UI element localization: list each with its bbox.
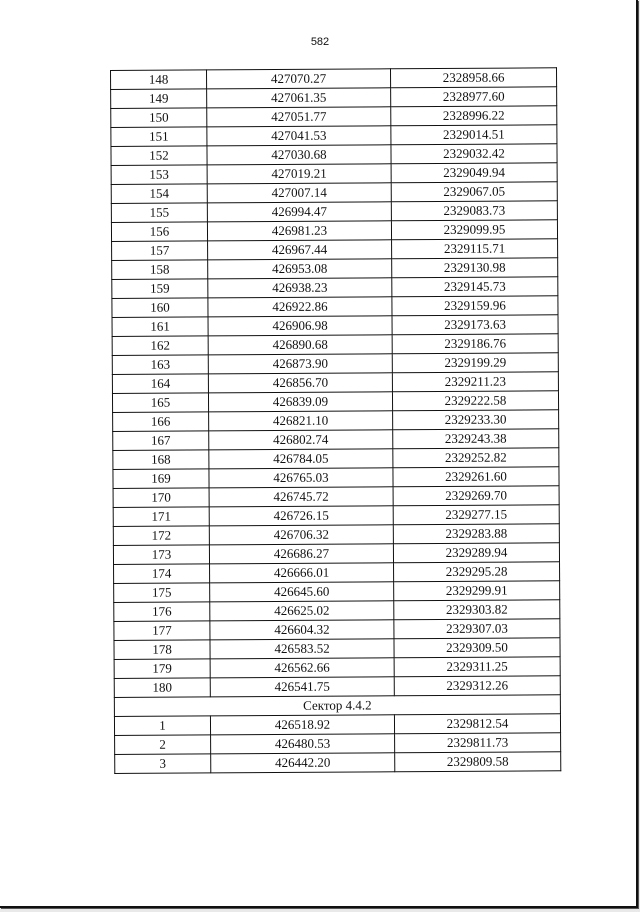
y-coordinate-cell: 2329312.26 <box>394 676 560 696</box>
y-coordinate-cell: 2329811.73 <box>395 733 561 753</box>
table-row <box>111 220 557 242</box>
table-row <box>111 87 557 109</box>
y-coordinate-cell: 2329186.76 <box>392 334 558 354</box>
table-row <box>114 714 560 736</box>
point-number-cell: 174 <box>114 564 210 584</box>
y-coordinate-cell: 2329299.91 <box>394 581 560 601</box>
x-coordinate-cell: 426967.44 <box>208 240 392 260</box>
x-coordinate-cell: 426541.75 <box>210 677 394 697</box>
x-coordinate-cell: 426706.32 <box>209 525 393 545</box>
x-coordinate-cell: 426906.98 <box>208 316 392 336</box>
x-coordinate-cell: 427070.27 <box>207 69 391 89</box>
x-coordinate-cell: 427061.35 <box>207 88 391 108</box>
point-number-cell: 151 <box>111 127 207 147</box>
x-coordinate-cell: 427007.14 <box>207 183 391 203</box>
point-number-cell: 179 <box>114 659 210 679</box>
table-row <box>111 106 557 128</box>
point-number-cell: 156 <box>111 222 207 242</box>
table-body-upper <box>111 68 561 698</box>
point-number-cell: 166 <box>113 412 209 432</box>
table-row <box>111 144 557 166</box>
point-number-cell: 178 <box>114 640 210 660</box>
point-number-cell: 160 <box>112 298 208 318</box>
y-coordinate-cell: 2329809.58 <box>395 752 561 772</box>
point-number-cell: 171 <box>113 507 209 527</box>
x-coordinate-cell: 426873.90 <box>208 354 392 374</box>
x-coordinate-cell: 426890.68 <box>208 335 392 355</box>
point-number-cell: 148 <box>111 70 207 90</box>
table-row <box>111 125 557 147</box>
x-coordinate-cell: 426666.01 <box>210 563 394 583</box>
point-number-cell: 159 <box>112 279 208 299</box>
table-row <box>114 619 560 641</box>
table-row <box>111 68 557 90</box>
table-row <box>111 201 557 223</box>
table-row <box>113 448 559 470</box>
point-number-cell: 155 <box>111 203 207 223</box>
table-row <box>113 486 559 508</box>
y-coordinate-cell: 2329049.94 <box>391 163 557 183</box>
point-number-cell: 1 <box>114 716 210 736</box>
y-coordinate-cell: 2329289.94 <box>393 543 559 563</box>
point-number-cell: 163 <box>112 355 208 375</box>
point-number-cell: 170 <box>113 488 209 508</box>
x-coordinate-cell: 426625.02 <box>210 601 394 621</box>
point-number-cell: 167 <box>113 431 209 451</box>
table-row <box>112 334 558 356</box>
point-number-cell: 153 <box>111 165 207 185</box>
table-row <box>113 467 559 489</box>
y-coordinate-cell: 2329309.50 <box>394 638 560 658</box>
table-row <box>113 505 559 527</box>
y-coordinate-cell: 2329269.70 <box>393 486 559 506</box>
x-coordinate-cell: 426981.23 <box>207 221 391 241</box>
x-coordinate-cell: 426686.27 <box>209 544 393 564</box>
page-number: 582 <box>310 36 330 48</box>
table-row <box>112 277 558 299</box>
point-number-cell: 165 <box>112 393 208 413</box>
y-coordinate-cell: 2329295.28 <box>394 562 560 582</box>
y-coordinate-cell: 2329159.96 <box>392 296 558 316</box>
table-row <box>112 391 558 413</box>
x-coordinate-cell: 426994.47 <box>207 202 391 222</box>
y-coordinate-cell: 2329812.54 <box>394 714 560 734</box>
table-row <box>115 752 561 774</box>
x-coordinate-cell: 427030.68 <box>207 145 391 165</box>
table-row <box>114 657 560 679</box>
point-number-cell: 158 <box>112 260 208 280</box>
point-number-cell: 162 <box>112 336 208 356</box>
table-row <box>112 315 558 337</box>
point-number-cell: 175 <box>114 583 210 603</box>
table-row <box>114 638 560 660</box>
y-coordinate-cell: 2329099.95 <box>391 220 557 240</box>
y-coordinate-cell: 2329032.42 <box>391 144 557 164</box>
y-coordinate-cell: 2329261.60 <box>393 467 559 487</box>
y-coordinate-cell: 2329115.71 <box>392 239 558 259</box>
x-coordinate-cell: 426922.86 <box>208 297 392 317</box>
x-coordinate-cell: 426442.20 <box>211 753 395 773</box>
y-coordinate-cell: 2329222.58 <box>392 391 558 411</box>
point-number-cell: 154 <box>111 184 207 204</box>
y-coordinate-cell: 2329211.23 <box>392 372 558 392</box>
x-coordinate-cell: 426784.05 <box>209 449 393 469</box>
y-coordinate-cell: 2329067.05 <box>391 182 557 202</box>
y-coordinate-cell: 2329307.03 <box>394 619 560 639</box>
sector-heading: Сектор 4.4.2 <box>114 695 560 717</box>
point-number-cell: 177 <box>114 621 210 641</box>
point-number-cell: 180 <box>114 678 210 698</box>
table-row <box>115 733 561 755</box>
x-coordinate-cell: 426645.60 <box>210 582 394 602</box>
y-coordinate-cell: 2328958.66 <box>390 68 556 88</box>
point-number-cell: 168 <box>113 450 209 470</box>
x-coordinate-cell: 426480.53 <box>211 734 395 754</box>
y-coordinate-cell: 2329014.51 <box>391 125 557 145</box>
x-coordinate-cell: 426821.10 <box>209 411 393 431</box>
point-number-cell: 150 <box>111 108 207 128</box>
table-row <box>111 182 557 204</box>
x-coordinate-cell: 426745.72 <box>209 487 393 507</box>
x-coordinate-cell: 426518.92 <box>210 715 394 735</box>
table-row <box>112 372 558 394</box>
y-coordinate-cell: 2329283.88 <box>393 524 559 544</box>
table-row <box>112 258 558 280</box>
x-coordinate-cell: 426839.09 <box>208 392 392 412</box>
point-number-cell: 152 <box>111 146 207 166</box>
x-coordinate-cell: 427051.77 <box>207 107 391 127</box>
point-number-cell: 157 <box>112 241 208 261</box>
table-row <box>114 562 560 584</box>
table-row <box>113 524 559 546</box>
y-coordinate-cell: 2329083.73 <box>391 201 557 221</box>
x-coordinate-cell: 427019.21 <box>207 164 391 184</box>
y-coordinate-cell: 2329252.82 <box>393 448 559 468</box>
y-coordinate-cell: 2329233.30 <box>393 410 559 430</box>
table-row <box>113 543 559 565</box>
point-number-cell: 3 <box>115 754 211 774</box>
y-coordinate-cell: 2329199.29 <box>392 353 558 373</box>
point-number-cell: 164 <box>112 374 208 394</box>
x-coordinate-cell: 426562.66 <box>210 658 394 678</box>
y-coordinate-cell: 2329243.38 <box>393 429 559 449</box>
point-number-cell: 176 <box>114 602 210 622</box>
point-number-cell: 172 <box>113 526 209 546</box>
x-coordinate-cell: 426802.74 <box>209 430 393 450</box>
point-number-cell: 161 <box>112 317 208 337</box>
x-coordinate-cell: 426953.08 <box>208 259 392 279</box>
table-row <box>111 163 557 185</box>
x-coordinate-cell: 426604.32 <box>210 620 394 640</box>
y-coordinate-cell: 2329173.63 <box>392 315 558 335</box>
x-coordinate-cell: 426765.03 <box>209 468 393 488</box>
y-coordinate-cell: 2329311.25 <box>394 657 560 677</box>
y-coordinate-cell: 2329130.98 <box>392 258 558 278</box>
table-row <box>114 600 560 622</box>
table-row <box>114 676 560 698</box>
x-coordinate-cell: 426583.52 <box>210 639 394 659</box>
x-coordinate-cell: 426938.23 <box>208 278 392 298</box>
table-row <box>112 353 558 375</box>
table-row <box>112 296 558 318</box>
table-row <box>112 239 558 261</box>
y-coordinate-cell: 2329303.82 <box>394 600 560 620</box>
y-coordinate-cell: 2328996.22 <box>391 106 557 126</box>
y-coordinate-cell: 2329277.15 <box>393 505 559 525</box>
point-number-cell: 173 <box>113 545 209 565</box>
table-body-lower <box>114 714 560 774</box>
point-number-cell: 169 <box>113 469 209 489</box>
table-row <box>113 429 559 451</box>
x-coordinate-cell: 426726.15 <box>209 506 393 526</box>
table-row <box>114 581 560 603</box>
x-coordinate-cell: 427041.53 <box>207 126 391 146</box>
coordinates-table <box>110 67 561 774</box>
table-row <box>113 410 559 432</box>
y-coordinate-cell: 2328977.60 <box>391 87 557 107</box>
point-number-cell: 2 <box>115 735 211 755</box>
y-coordinate-cell: 2329145.73 <box>392 277 558 297</box>
x-coordinate-cell: 426856.70 <box>208 373 392 393</box>
point-number-cell: 149 <box>111 89 207 109</box>
